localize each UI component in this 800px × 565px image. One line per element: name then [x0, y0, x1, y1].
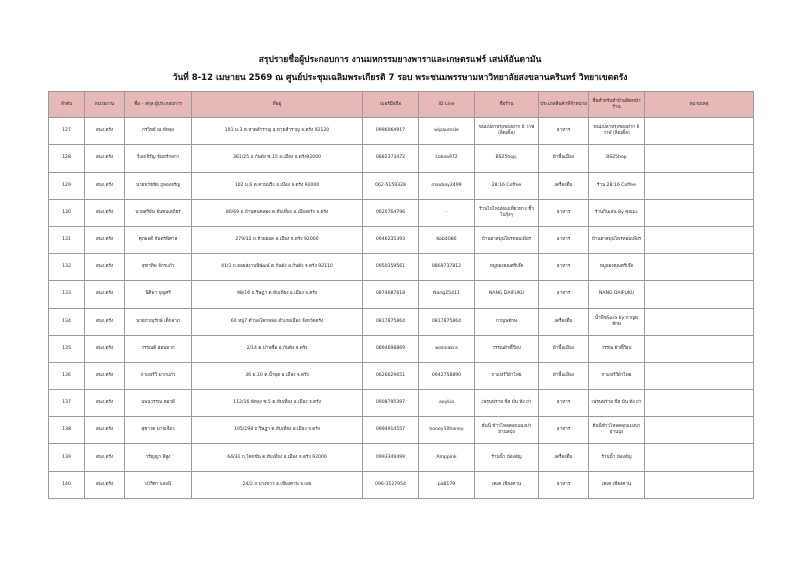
cell-sign-name: ร้านน้ำ น้องอัญ: [589, 444, 645, 471]
cell-address: 361/25 ถ.กันตัง ซ.15 อ.เมือง จ.ตรัง92000: [192, 145, 363, 172]
cell-line-id: aoykia: [419, 390, 475, 417]
cell-phone: 062-5159328: [363, 172, 419, 199]
cell-phone: 0817875864: [363, 308, 419, 335]
cell-number: 137: [49, 390, 85, 417]
cell-name: วีเอกจิรัญ จันทร์กอกา: [125, 145, 192, 172]
cell-agency: สนง.ตรัง: [85, 281, 125, 308]
cell-phone: 0620764796: [363, 199, 419, 226]
vendor-table: [48, 91, 754, 499]
cell-address: 191 ม.3 ต.หาดสำราญ อ.หาดสำราญ จ.ตรัง 92120: [192, 118, 363, 145]
cell-name: จุฑาทิพ จักรแก้ว: [125, 254, 192, 281]
cell-shop-name: กาญพทักษ: [475, 308, 539, 335]
cell-remarks: [645, 444, 754, 471]
cell-shop-name: ร้านไปไหนท่องเที่ยวทาง ชิ้วไปกุ้งๆ: [475, 199, 539, 226]
cell-shop-name: กาแฟร์วิผ้าไทย: [475, 362, 539, 389]
cell-remarks: [645, 308, 754, 335]
cell-shop-name: 28:16 Coffee: [475, 172, 539, 199]
cell-address: 102 ม.6 ต.ควนปริง อ.เมือง จ.ตรัง 92000: [192, 172, 363, 199]
cell-name: นายธวัชชัย ภูลองจรัญ: [125, 172, 192, 199]
cell-remarks: [645, 281, 754, 308]
cell-line-id: Kob4080: [419, 226, 475, 253]
cell-number: 131: [49, 226, 85, 253]
cell-number: 139: [49, 444, 85, 471]
cell-line-id: Nang25411: [419, 281, 475, 308]
cell-product-type: อาหาร: [539, 281, 589, 308]
cell-line-id: wannakra: [419, 335, 475, 362]
cell-name: วรัญญา สิสูง: [125, 444, 192, 471]
cell-address: 24/2 ถ.บางข่าว อ.เชียงคาน จ.เลย: [192, 471, 363, 498]
cell-phone: 0874687618: [363, 281, 419, 308]
cell-product-type: เครื่องดื่ม: [539, 308, 589, 335]
cell-product-type: เครื่องดื่ม: [539, 444, 589, 471]
table-row: [49, 199, 754, 226]
cell-agency: สนง.ตรัง: [85, 118, 125, 145]
cell-shop-name: บ้านยาสมุนไพรหอมเพียร: [475, 226, 539, 253]
cell-shop-name: BS25hop,: [475, 145, 539, 172]
document-subtitle: วันที่ 8-12 เมษายน 2569 ณ ศูนย์ประชุมเฉลิมพระเกียรติ 7 รอบ พระชนมพรรษามหาวิทยาลัยสงขลานครินทร์ วิทยาเขตตรัง: [172, 73, 628, 83]
cell-name: ศุภผลดี จันทรพิศาล: [125, 226, 192, 253]
cell-line-id: Lokaa972: [419, 145, 475, 172]
cell-address: 36 ม.10 ต.น้ำผุด อ.เมือง จ.ตรัง: [192, 362, 363, 389]
cell-phone: 0908795397: [363, 390, 419, 417]
cell-sign-name: กาแฟร์วิผ้าไทย: [589, 362, 645, 389]
table-header-row: [49, 92, 754, 118]
col-header-agency: หน่วยงาน: [85, 92, 125, 118]
cell-remarks: [645, 118, 754, 145]
col-header-name: ชื่อ – สกุล ผู้ประกอบการ: [125, 92, 192, 118]
table-row: [49, 335, 754, 362]
cell-phone: 0996064917: [363, 118, 419, 145]
cell-shop-name: NANG DAIFUKU: [475, 281, 539, 308]
cell-agency: สนง.ตรัง: [85, 172, 125, 199]
document-title: สรุปรายชื่อผู้ประกอบการ งานมหกรรมยางพาราและเกษตรแฟร์ เสน่ห์อันดามัน: [258, 55, 542, 65]
table-row: [49, 390, 754, 417]
cell-number: 130: [49, 199, 85, 226]
cell-phone: 0882373472: [363, 145, 419, 172]
cell-product-type: ผ้าพื้นเมือง: [539, 335, 589, 362]
cell-product-type: อาหาร: [539, 390, 589, 417]
cell-number: 133: [49, 281, 85, 308]
cell-shop-name: ขนมปลาหรุงของฝาก 6 วาฬ (ลิตเติ้ล): [475, 118, 539, 145]
cell-name: กรวิทย์ ณ พัทลุง: [125, 118, 192, 145]
table-row: [49, 172, 754, 199]
cell-remarks: [645, 417, 754, 444]
cell-address: 80/69 ถ.บ้านคนคลอง ต.ทับเที่ยง อ.เมืองตรัง จ.ตรัง: [192, 199, 363, 226]
cell-shop-name: วรรณผ้าตี๊ก๊อป: [475, 335, 539, 362]
cell-address: 279/32 ถ.ห้วยยอด อ.เมือง จ.ตรัง 92000: [192, 226, 363, 253]
cell-sign-name: ร้าน 28:16 Coffee: [589, 172, 645, 199]
col-header-line-id: ID Line: [419, 92, 475, 118]
cell-product-type: อาหาร: [539, 471, 589, 498]
cell-name: นพนวรรณ ต่อวดี: [125, 390, 192, 417]
cell-line-id: maxboy2499: [419, 172, 475, 199]
cell-agency: สนง.ตรัง: [85, 417, 125, 444]
cell-address: 105/198 ถ.ริษฎา ต.ทับเที่ยง อ.เมือง จ.ตรัง: [192, 417, 363, 444]
cell-number: 140: [49, 471, 85, 498]
cell-name: สุชาวด มาจเจียว: [125, 417, 192, 444]
cell-name: นายสุริยัน จันทนเสถียร: [125, 199, 192, 226]
cell-address: 60 หมู่7 ตำบลโคกหล่อ อำเภอเมือง จังหวัดตรัง: [192, 308, 363, 335]
cell-agency: สนง.ตรัง: [85, 254, 125, 281]
cell-line-id: -: [419, 199, 475, 226]
cell-number: 128: [49, 145, 85, 172]
cell-sign-name: เคเค เชียงคาน: [589, 471, 645, 498]
cell-product-type: อาหาร: [539, 199, 589, 226]
cell-agency: สนง.ตรัง: [85, 362, 125, 389]
cell-phone: 0894698869: [363, 335, 419, 362]
col-header-sign-name: ชื่อสำหรับทำป้ายติดหน้าร้าน: [589, 92, 645, 118]
cell-remarks: [645, 390, 754, 417]
cell-phone: 0950359561: [363, 254, 419, 281]
cell-shop-name: ร้านน้ำ น้องอัญ: [475, 444, 539, 471]
cell-product-type: ผ้าพื้นเมือง: [539, 145, 589, 172]
cell-agency: สนง.ตรัง: [85, 226, 125, 253]
table-body: [49, 118, 754, 499]
cell-sign-name: บ้านยาสมุนไพรหอมเพียร: [589, 226, 645, 253]
cell-sign-name: BS25hop: [589, 145, 645, 172]
cell-agency: สนง.ตรัง: [85, 444, 125, 471]
cell-phone: 0994914557: [363, 417, 419, 444]
cell-remarks: [645, 362, 754, 389]
table-row: [49, 118, 754, 145]
cell-remarks: [645, 254, 754, 281]
cell-sign-name: ขนมปลาหรุงของฝาก 6 วาฬ (ลิตเติ้ล): [589, 118, 645, 145]
cell-remarks: [645, 471, 754, 498]
cell-product-type: อาหาร: [539, 118, 589, 145]
cell-remarks: [645, 226, 754, 253]
table-row: [49, 226, 754, 253]
cell-line-id: wipaumsle: [419, 118, 475, 145]
cell-phone: 096-3527954: [363, 471, 419, 498]
cell-phone: 0993349499: [363, 444, 419, 471]
cell-number: 129: [49, 172, 85, 199]
cell-sign-name: ร้านกินเล่น By คุณมะ: [589, 199, 645, 226]
cell-line-id: 0942758890: [419, 362, 475, 389]
table-row: [49, 281, 754, 308]
cell-number: 135: [49, 335, 85, 362]
col-header-shop-name: ชื่อร้าน: [475, 92, 539, 118]
cell-number: 138: [49, 417, 85, 444]
cell-line-id: Amppink: [419, 444, 475, 471]
table-row: [49, 362, 754, 389]
cell-address: 41/1 ถ.ธอยส่งานพิพัฒน์ ต.กันตัง อ.กันตัง จ.ตรัง 92110: [192, 254, 363, 281]
cell-remarks: [645, 172, 754, 199]
table-row: [49, 471, 754, 498]
col-header-remarks: หมายเหตุ: [645, 92, 754, 118]
cell-product-type: ผ้าพื้นเมือง: [539, 362, 589, 389]
cell-agency: สนง.ตรัง: [85, 335, 125, 362]
cell-line-id: pa8179: [419, 471, 475, 498]
cell-line-id: 0817875864: [419, 308, 475, 335]
cell-sign-name: ฮันนี่ข้าวไหลคลุกแมงปา ย่านปุ่ง: [589, 417, 645, 444]
cell-agency: สนง.ตรัง: [85, 199, 125, 226]
cell-sign-name: น้ำพืชSara by กาญพทักษ: [589, 308, 645, 335]
cell-phone: 0626629651: [363, 362, 419, 389]
cell-address: 64/31 ถ.โคกขัน ต.ทับเที่ยง อ.เมือง จ.ตรัง 92000: [192, 444, 363, 471]
cell-agency: สนง.ตรัง: [85, 145, 125, 172]
col-header-phone: เบอร์มือถือ: [363, 92, 419, 118]
cell-number: 127: [49, 118, 85, 145]
cell-agency: สนง.ตรัง: [85, 308, 125, 335]
cell-number: 132: [49, 254, 85, 281]
cell-name: วรรณดี อ่อนมาก: [125, 335, 192, 362]
cell-agency: สนง.ตรัง: [85, 390, 125, 417]
table-row: [49, 145, 754, 172]
cell-shop-name: เคเค เชียงคาน: [475, 471, 539, 498]
cell-agency: สนง.ตรัง: [85, 471, 125, 498]
cell-shop-name: ฮันนี่ ข้าวไหลคลุกแมงปา ย่านลปุ่ง: [475, 417, 539, 444]
col-header-number: ลำดับ: [49, 92, 85, 118]
cell-sign-name: NANG DAIFUKU: [589, 281, 645, 308]
table-row: [49, 308, 754, 335]
cell-name: นิติพา บุญศรี: [125, 281, 192, 308]
table-row: [49, 444, 754, 471]
cell-shop-name: เฟรนฟร่าย ชีส มัน ทัง ถ่า: [475, 390, 539, 417]
cell-product-type: อาหาร: [539, 254, 589, 281]
cell-remarks: [645, 199, 754, 226]
col-header-address: ที่อยู่: [192, 92, 363, 118]
col-header-product-type: ประเภทสินค้าที่จำหน่าย: [539, 92, 589, 118]
cell-address: 112/16 พัทลุง ซ.5 ต.ทับเที่ยง อ.เมือง จ.ตรัง: [192, 390, 363, 417]
cell-sign-name: หมูย่องคุณศรีเจ๊จ: [589, 254, 645, 281]
cell-remarks: [645, 145, 754, 172]
cell-product-type: เครื่องดื่ม: [539, 172, 589, 199]
cell-line-id: 0869737812: [419, 254, 475, 281]
cell-product-type: อาหาร: [539, 226, 589, 253]
cell-shop-name: หมูย่องคุณศรีเจ๊จ: [475, 254, 539, 281]
cell-address: 98/16 ถ.ริษฎา ต.ทับเที่ยง อ.เมือง จ.ตรัง: [192, 281, 363, 308]
cell-product-type: อาหาร: [539, 417, 589, 444]
cell-address: 2/14 ต.บ่านซื่อ อ.กันตัง จ.ตรัง: [192, 335, 363, 362]
table-row: [49, 254, 754, 281]
cell-sign-name: วรรณ ผ้าตี๊ก๊อป: [589, 335, 645, 362]
cell-number: 134: [49, 308, 85, 335]
cell-phone: 0946235393: [363, 226, 419, 253]
table-row: [49, 417, 754, 444]
cell-name: ปวริศา แสงนี: [125, 471, 192, 498]
cell-name: นายภาณุรักษ์ เต็กลาภ: [125, 308, 192, 335]
cell-name: กาแฟร์วิ มากแก้ว: [125, 362, 192, 389]
cell-line-id: honey10honey: [419, 417, 475, 444]
cell-remarks: [645, 335, 754, 362]
cell-number: 136: [49, 362, 85, 389]
cell-sign-name: เฟรนฟร่าย ชีส มัน ทัง ถ่า: [589, 390, 645, 417]
